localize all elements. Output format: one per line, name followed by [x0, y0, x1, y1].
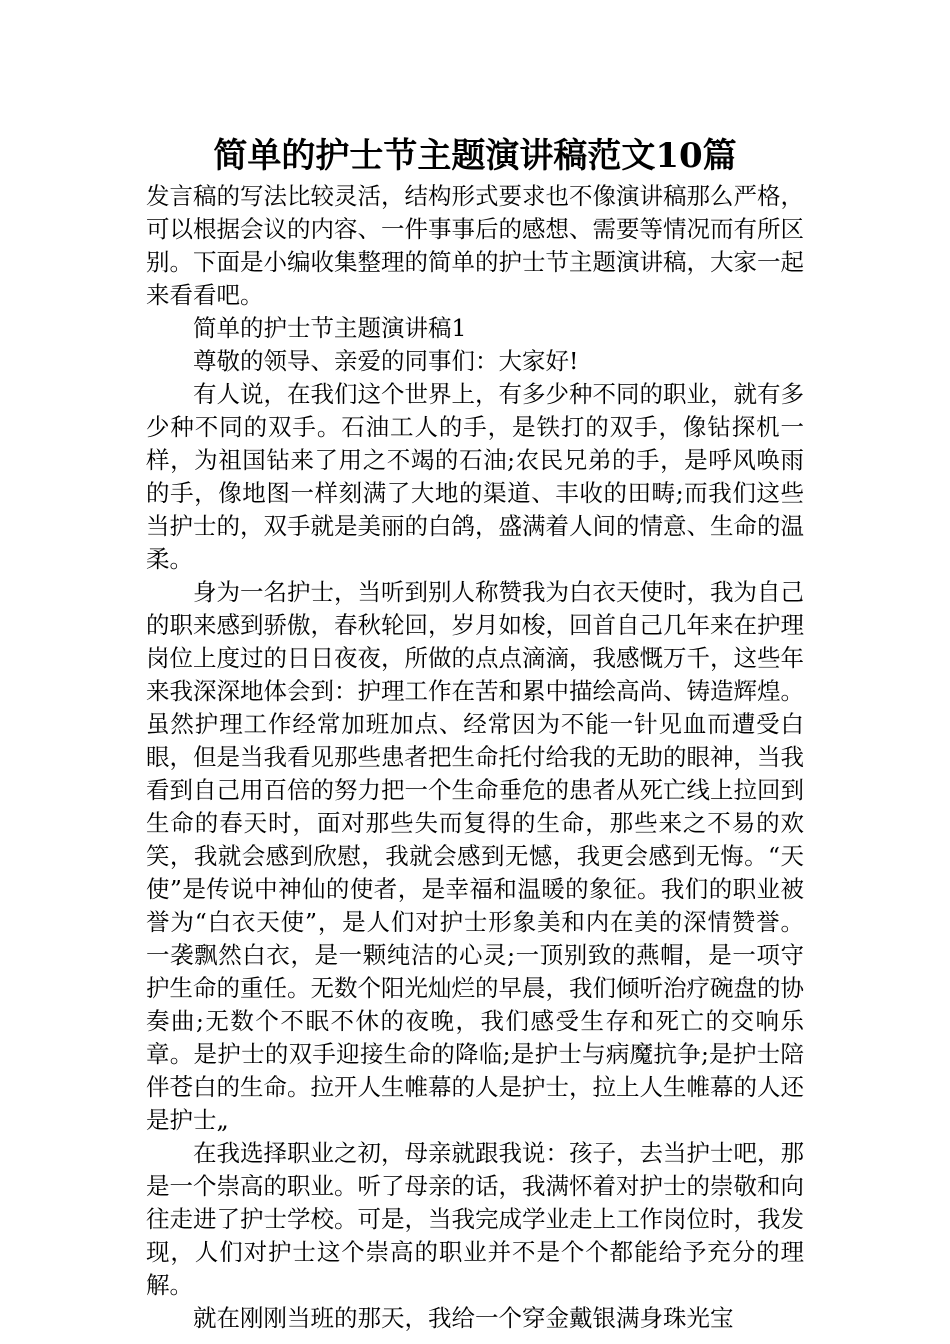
- document-title: 简单的护士节主题演讲稿范文10篇: [213, 136, 737, 176]
- paragraph-body: 有人说，在我们这个世界上，有多少种不同的职业，就有多少种不同的双手。石油工人的手，是铁打的双手，像钻探机一样，为祖国钻来了用之不竭的石油;农民兄弟的手，是呼风唤雨的手，像地图一样刻满了大地的渠道、丰收的田畴;而我们这些当护士的，双手就是美丽的白鸽，盛满着人间的情意、生命的温柔。: [146, 380, 804, 573]
- paragraph-body: 就在刚刚当班的那天，我给一个穿金戴银满身珠光宝: [193, 1304, 734, 1332]
- paragraph-body: 身为一名护士，当听到别人称赞我为白衣天使时，我为自己的职来感到骄傲，春秋轮回，岁月如梭，回首自己几年来在护理岗位上度过的日日夜夜，所做的点点滴滴，我感慨万千，这些年来我深深地体会到：护理工作在苦和累中描绘高尚、铸造辉煌。虽然护理工作经常加班加点、经常因为不能一针见血而遭受白眼，但是当我看见那些患者把生命托付给我的无助的眼神，当我看到自己用百倍的努力把一个生命垂危的患者从死亡线上拉回到生命的春天时，面对那些失而复得的生命，那些来之不易的欢笑，我就会感到欣慰，我就会感到无憾，我更会感到无悔。“天使”是传说中神仙的使者，是幸福和温暖的象征。我们的职业被誉为“白衣天使”，是人们对护士形象美和内在美的深情赞誉。一袭飘然白衣，是一颗纯洁的心灵;一顶别致的燕帽，是一项守护生命的重任。无数个阳光灿烂的早晨，我们倾听治疗碗盘的协奏曲;无数个不眠不休的夜晚，我们感受生存和死亡的交响乐章。是护士的双手迎接生命的降临;是护士与病魔抗争;是护士陪伴苍白的生命。拉开人生帷幕的人是护士，拉上人生帷幕的人还是护士„: [146, 578, 804, 1134]
- paragraph-section-heading: 简单的护士节主题演讲稿1: [193, 314, 467, 342]
- paragraph-intro: 发言稿的写法比较灵活，结构形式要求也不像演讲稿那么严格，可以根据会议的内容、一件事事后的感想、需要等情况而有所区别。下面是小编收集整理的简单的护士节主题演讲稿，大家一起来看看吧。: [146, 182, 804, 309]
- paragraph-body: 在我选择职业之初，母亲就跟我说：孩子，去当护士吧，那是一个崇高的职业。听了母亲的话，我满怀着对护士的崇敬和向往走进了护士学校。可是，当我完成学业走上工作岗位时，我发现，人们对护士这个崇高的职业并不是个个都能给予充分的理解。: [146, 1139, 804, 1299]
- paragraph-greeting: 尊敬的领导、亲爱的同事们：大家好!: [193, 347, 579, 375]
- document-body: [146, 180, 804, 1335]
